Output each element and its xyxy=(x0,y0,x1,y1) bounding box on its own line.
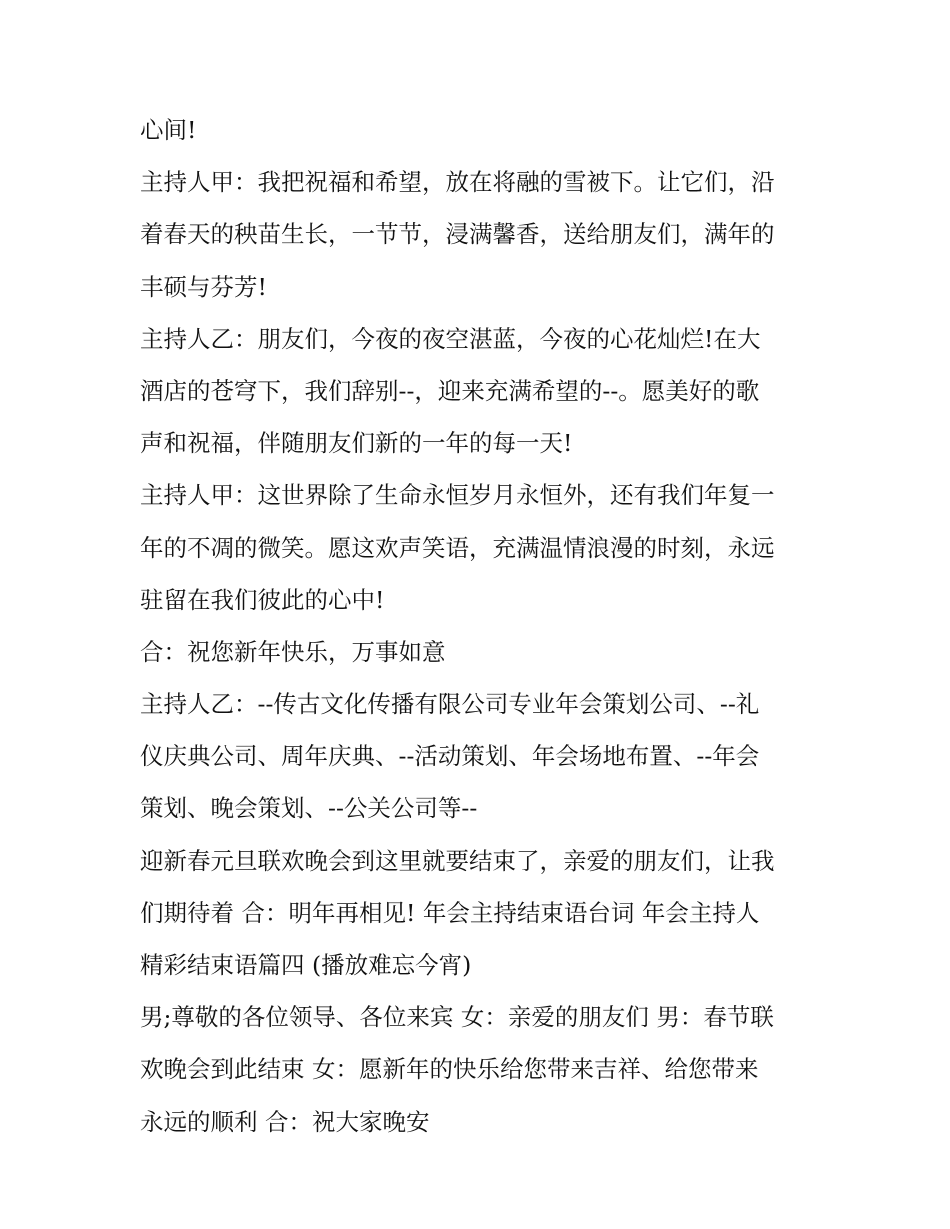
text-line: 们期待着 合：明年再相见! 年会主持结束语台词 年会主持人 xyxy=(140,898,760,927)
text-line: 仪庆典公司、周年庆典、--活动策划、年会场地布置、--年会 xyxy=(140,742,760,771)
text-line: 丰硕与芬芳! xyxy=(140,272,267,301)
text-line: 年的不凋的微笑。愿这欢声笑语，充满温情浪漫的时刻，永远 xyxy=(140,533,775,562)
text-line: 欢晚会到此结束 女：愿新年的快乐给您带来吉祥、给您带来 xyxy=(140,1055,759,1084)
text-line: 心间! xyxy=(140,116,197,144)
text-line: 主持人乙：--传古文化传播有限公司专业年会策划公司、--礼 xyxy=(140,690,760,719)
text-line: 着春天的秧苗生长，一节节，浸满馨香，送给朋友们，满年的 xyxy=(140,220,775,249)
text-line: 合：祝您新年快乐，万事如意 xyxy=(140,637,446,666)
text-line: 男;尊敬的各位领导、各位来宾 女：亲爱的朋友们 男：春节联 xyxy=(140,1003,774,1032)
text-line: 声和祝福，伴随朋友们新的一年的每一天! xyxy=(140,429,573,458)
text-line: 驻留在我们彼此的心中! xyxy=(140,585,385,614)
text-line: 主持人甲：这世界除了生命永恒岁月永恒外，还有我们年复一 xyxy=(140,481,775,510)
text-line: 精彩结束语篇四 (播放难忘今宵) xyxy=(140,951,472,979)
text-line: 主持人乙：朋友们，今夜的夜空湛蓝，今夜的心花灿烂!在大 xyxy=(140,324,761,353)
text-line: 酒店的苍穹下，我们辞别--，迎来充满希望的--。愿美好的歌 xyxy=(140,376,760,405)
document-body xyxy=(140,104,815,1148)
text-line: 迎新春元旦联欢晚会到这里就要结束了，亲爱的朋友们，让我 xyxy=(140,846,775,875)
text-line: 策划、晚会策划、--公关公司等-- xyxy=(140,794,478,823)
text-line: 永远的顺利 合：祝大家晚安 xyxy=(140,1107,430,1136)
text-line: 主持人甲：我把祝福和希望，放在将融的雪被下。让它们，沿 xyxy=(140,168,775,197)
